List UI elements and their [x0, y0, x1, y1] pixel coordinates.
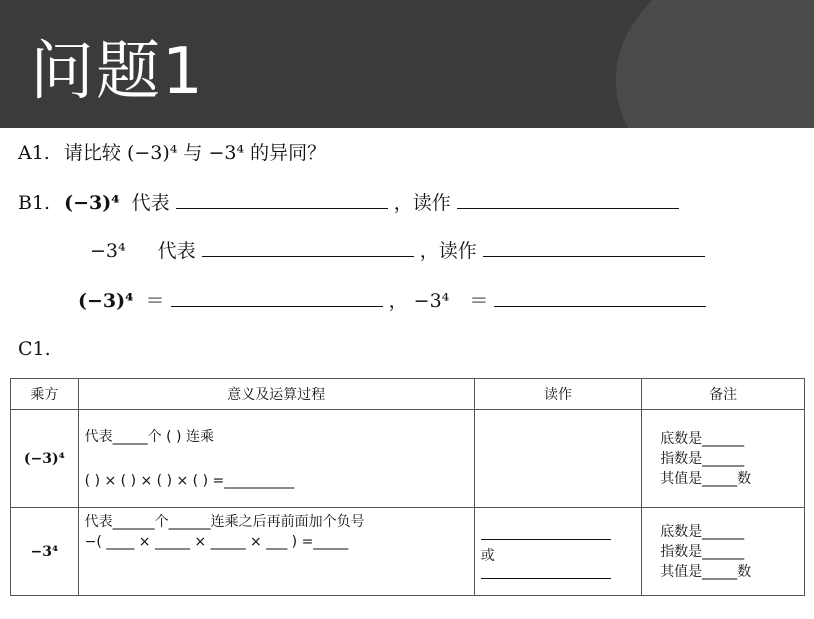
row2-meaning-line1: 代表______个______连乘之后再前面加个负号: [84, 514, 365, 530]
b1-row2-expr: −3⁴: [90, 240, 126, 262]
row1-meaning-line2: ( ) × ( ) × ( ) × ( ) =__________: [84, 472, 295, 489]
exponent-table: [10, 378, 805, 596]
b1-row2-text1: 代表: [157, 240, 196, 262]
header-reading: 读作: [474, 379, 641, 410]
row2-reading-blank2[interactable]: [481, 566, 611, 579]
row2-notes: [642, 508, 805, 596]
b1-row2-blank2[interactable]: [483, 237, 705, 257]
b1-row3-blank1[interactable]: [171, 287, 383, 307]
row2-reading-cell: [474, 508, 641, 596]
b1-row1-expr: (−3)⁴: [64, 192, 120, 214]
page-title: 问题1: [30, 35, 205, 109]
question-b1-row2: [90, 236, 705, 263]
table-header-row: [11, 379, 805, 410]
row1-reading-cell[interactable]: [474, 410, 641, 508]
table-row: [11, 508, 805, 596]
row1-note-exponent: 指数是______: [660, 450, 745, 467]
row2-note-value: 其值是_____数: [660, 563, 752, 580]
b1-label: B1.: [18, 192, 51, 214]
row2-expr: −3⁴: [11, 508, 79, 596]
b1-row3-expr1: (−3)⁴: [78, 290, 134, 312]
b1-row3-eq2: ＝: [469, 290, 489, 312]
b1-row1-text2: ，读作: [393, 192, 451, 214]
row1-meaning: [78, 410, 474, 508]
title-banner: [0, 0, 814, 128]
b1-row3-eq1: ＝: [145, 290, 165, 312]
question-a1: [18, 138, 326, 165]
row2-note-base: 底数是______: [660, 523, 745, 540]
banner-decoration: [586, 0, 814, 128]
b1-row1-blank1[interactable]: [176, 189, 388, 209]
row1-note-value: 其值是_____数: [660, 470, 752, 487]
question-b1-row1: [18, 188, 679, 215]
b1-row3-sep: ，: [388, 290, 408, 312]
row2-note-exponent: 指数是______: [660, 543, 745, 560]
header-notes: 备注: [642, 379, 805, 410]
b1-row1-text1: 代表: [131, 192, 170, 214]
a1-text: 请比较 (−3)⁴ 与 −3⁴ 的异同？: [63, 142, 327, 164]
header-power: 乘方: [11, 379, 79, 410]
row2-reading-or: 或: [480, 547, 495, 564]
row1-expr: (−3)⁴: [11, 410, 79, 508]
question-c1: [18, 338, 51, 360]
row1-note-base: 底数是______: [660, 430, 745, 447]
row1-meaning-line1: 代表_____个 ( ) 连乘: [84, 428, 214, 445]
a1-label: A1.: [18, 142, 50, 164]
row2-meaning-line2: −( ____ × _____ × _____ × ___ ) =_____: [84, 534, 349, 550]
table-row: [11, 410, 805, 508]
question-b1-row3: [78, 286, 706, 313]
b1-row2-blank1[interactable]: [202, 237, 414, 257]
b1-row1-blank2[interactable]: [457, 189, 679, 209]
row2-reading-blank1[interactable]: [481, 525, 611, 540]
b1-row3-blank2[interactable]: [494, 287, 706, 307]
row1-notes: [642, 410, 805, 508]
header-meaning: 意义及运算过程: [78, 379, 474, 410]
row2-meaning: [78, 508, 474, 596]
b1-row2-text2: ，读作: [419, 240, 477, 262]
c1-label: C1.: [18, 338, 51, 360]
b1-row3-expr2: −3⁴: [413, 290, 450, 312]
